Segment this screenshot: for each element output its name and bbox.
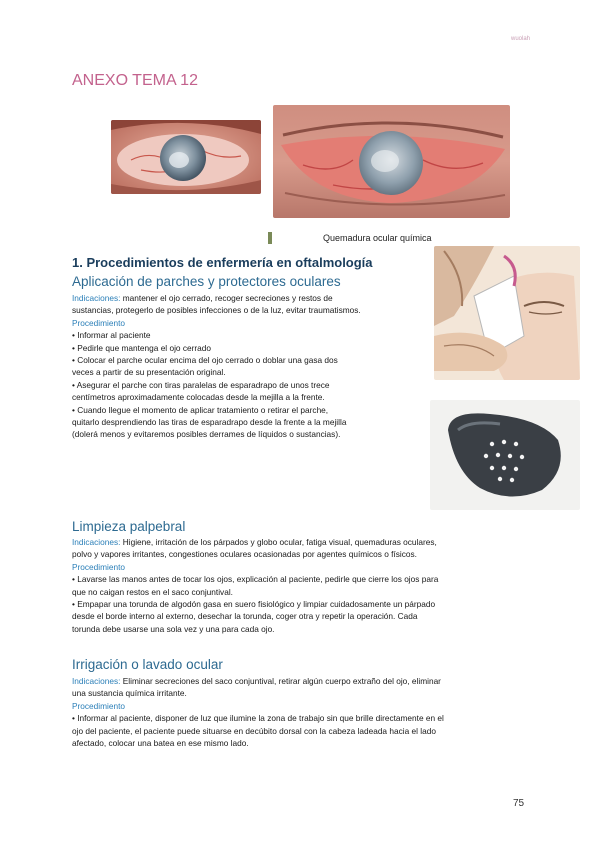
subsection-title-parches: Aplicación de parches y protectores oculares	[72, 274, 341, 289]
procedure-label: Procedimiento	[72, 561, 126, 572]
caption-marker	[268, 232, 272, 244]
procedure-line: veces a partir de su presentación original.	[72, 367, 226, 378]
procedure-line: • Asegurar el parche con tiras paralelas de esparadrapo de unos trece	[72, 379, 330, 390]
page-number: 75	[513, 798, 525, 809]
procedure-line: • Informar al paciente	[72, 330, 151, 341]
indications-label: Indicaciones:	[72, 537, 121, 547]
procedure-line: torunda debe usarse una sola vez y una para cada ojo.	[72, 623, 275, 634]
indications-line: una sustancia química irritante.	[72, 688, 187, 699]
section2-body	[72, 536, 542, 635]
indications-text: mantener el ojo cerrado, recoger secreciones y restos de	[120, 293, 333, 303]
subsection-title-irrigacion: Irrigación o lavado ocular	[72, 657, 223, 672]
indications-line: polvo y vapores irritantes, congestiones oculares ocasionadas por agentes químicos o físicos.	[72, 549, 417, 560]
procedure-line: afectado, colocar una batea en ese mismo lado.	[72, 738, 249, 749]
procedure-line: • Colocar el parche ocular encima del ojo cerrado o doblar una gasa dos	[72, 355, 338, 366]
procedure-line: ojo del paciente, el paciente puede situarse en decúbito dorsal con la cabeza ladeada hacia el lado	[72, 725, 436, 736]
indications-text: Higiene, irritación de los párpados y globo ocular, fatiga visual, quemaduras oculares,	[120, 537, 437, 547]
indications-line	[72, 536, 542, 548]
procedure-line: centímetros aproximadamente colocadas desde la mejilla a la frente.	[72, 392, 325, 403]
subsection-title-limpieza: Limpieza palpebral	[72, 519, 186, 534]
eye-photo-chemical-burn	[273, 105, 510, 218]
procedure-line: • Cuando llegue el momento de aplicar tratamiento o retirar el parche,	[72, 404, 329, 415]
procedure-line: • Informar al paciente, disponer de luz que ilumine la zona de trabajo sin que brille directamente en el	[72, 713, 444, 724]
procedure-label: Procedimiento	[72, 317, 126, 328]
indications-line	[72, 292, 432, 304]
procedure-line: (dolerá menos y evitaremos posibles derrames de líquidos o sustancias).	[72, 429, 341, 440]
procedure-label: Procedimiento	[72, 700, 126, 711]
watermark-text: wuolah	[510, 36, 530, 42]
indications-label: Indicaciones:	[72, 293, 121, 303]
indications-line	[72, 675, 542, 687]
indications-label: Indicaciones:	[72, 676, 121, 686]
indications-line: sustancias, protegerlo de posibles infecciones o de la luz, evitar traumatismos.	[72, 305, 361, 316]
eye-shield-perforated	[430, 400, 580, 510]
figure-caption: Quemadura ocular química	[323, 233, 432, 243]
procedure-line: • Pedirle que mantenga el ojo cerrado	[72, 342, 211, 353]
eye-patch-application-illustration	[434, 246, 580, 380]
section3-body	[72, 675, 542, 749]
indications-text: Eliminar secreciones del saco conjuntival, retirar algún cuerpo extraño del ojo, eliminar	[120, 676, 441, 686]
procedure-line: • Empapar una torunda de algodón gasa en suero fisiológico y limpiar cuidadosamente un párpado	[72, 599, 436, 610]
procedure-line: quitarlo desprendiendo las tiras de esparadrapo desde la frente a la mejilla	[72, 417, 347, 428]
procedure-line: • Lavarse las manos antes de tocar los ojos, explicación al paciente, pedirle que cierre los ojos para	[72, 574, 439, 585]
section-heading: 1. Procedimientos de enfermería en oftalmología	[72, 255, 373, 270]
eye-photo-clouded-cornea	[111, 120, 261, 194]
page-title: ANEXO TEMA 12	[72, 72, 198, 89]
procedure-line: desde el borde interno al externo, desechar la torunda, coger otra y repetir la operación. Cada	[72, 611, 418, 622]
section1-body	[72, 292, 432, 441]
procedure-line: que no caigan restos en el saco conjuntival.	[72, 586, 233, 597]
